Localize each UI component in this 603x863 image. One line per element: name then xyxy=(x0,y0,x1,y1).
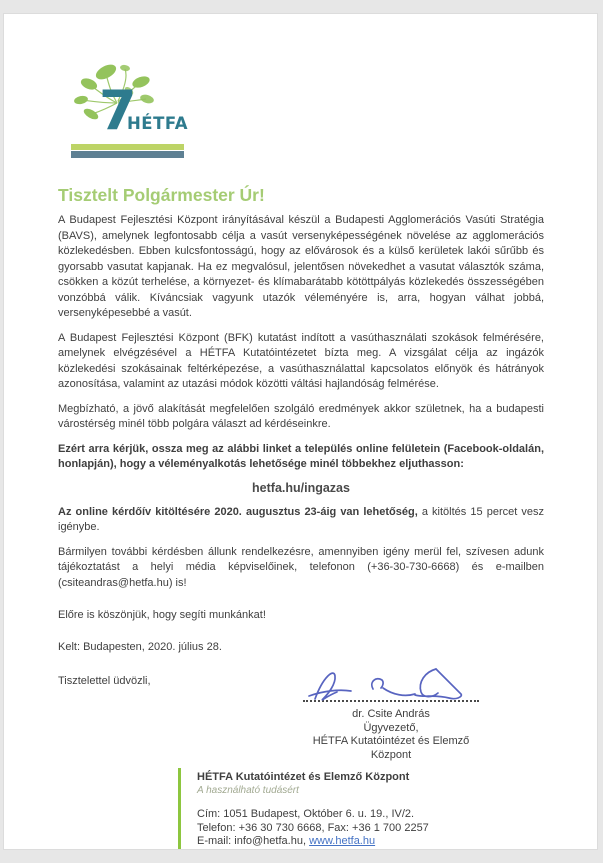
dateline: Kelt: Budapesten, 2020. július 28. xyxy=(58,640,222,653)
signatory-title: Ügyvezető, xyxy=(363,721,419,734)
footer-address-lines xyxy=(197,808,544,849)
deadline-rest-text: a kitöltés 15 percet vesz igénybe. xyxy=(58,505,544,533)
paragraph-deadline xyxy=(58,505,544,536)
hetfa-logo-icon xyxy=(72,61,197,139)
signature-section xyxy=(58,665,544,762)
deadline-bold-text: Az online kérdőív kitöltésére 2020. augusztus 23-áig van lehetőség, xyxy=(58,505,418,518)
logo-bars xyxy=(71,144,184,158)
paragraph-intro: A Budapest Fejlesztési Központ irányításával készül a Budapesti Agglomerációs Vasúti Stratégia (BAVS), amelynek legfontosabb célja a vasút versenyképességének növelése az agglomerációs közlekedésben. Ebben kulcsfontosságú, hogy az elővárosok és a külső kerületek lakói sűrűbb és gyorsabb vasutat kapjanak. Ha ez megvalósul, jelentősen növekedhet a vasutat választók száma, csökken a közút terhelése, a környezet- és klímabarátabb kötöttpályás közlekedés összességében vonzóbbá válik. Kíváncsiak vagyunk utazók véleményére is, arra, hogyan válhat jobbá, versenyképesebbé a vasút. xyxy=(58,214,544,319)
footer-website-link[interactable]: www.hetfa.hu xyxy=(309,835,376,847)
hetfa-logo xyxy=(72,61,272,158)
signatory-name: dr. Csite András xyxy=(352,708,430,720)
logo-numeral: 7 xyxy=(99,79,137,139)
paragraph-share-request: Ezért arra kérjük, ossza meg az alábbi linket a település online felületein (Facebook-oldalán, honlapján), hogy a véleményalkotás lehetősége minél többekhez eljuthasson: xyxy=(58,442,544,470)
letter-salutation: Tisztelt Polgármester Úr! xyxy=(58,185,265,205)
handwritten-signature-icon xyxy=(303,665,479,703)
signature-dotted-line xyxy=(303,700,479,702)
logo-brand-text: HÉTFA xyxy=(127,114,188,133)
footer-email-line xyxy=(197,835,544,849)
signature-block xyxy=(296,665,486,762)
paragraph-research: A Budapest Fejlesztési Központ (BFK) kutatást indított a vasúthasználati szokások felmérésére, amelynek elvégzésével a HÉTFA Kutatóintézetet bízta meg. A vizsgálat célja az ingázók közlekedési szokásainak feltérképezése, a vasúthasználattal kapcsolatos előnyök és hátrányok azonosítása, valamint az utazási módok közötti váltási hajlandóság felmérése. xyxy=(58,331,544,390)
footer-tagline: A használható tudásért xyxy=(197,785,299,796)
paragraph-reliability: Megbízható, a jövő alakítását megfelelően szolgáló eredmények akkor születnek, ha a budapesti várostérség minél több polgára választ ad kérdéseinkre. xyxy=(58,402,544,430)
letter-page xyxy=(3,13,598,850)
signatory-organization: HÉTFA Kutatóintézet és Elemző Központ xyxy=(312,735,470,761)
survey-link-text: hetfa.hu/ingazas xyxy=(252,480,350,495)
footer-phone-fax: Telefon: +36 30 730 6668, Fax: +36 1 700 2257 xyxy=(197,821,429,834)
valediction: Tisztelettel üdvözli, xyxy=(58,675,151,687)
paragraph-contact: Bármilyen további kérdésben állunk rendelkezésre, amennyiben igény merül fel, szívesen adunk tájékoztatást a helyi média képviselőinek, telefonon (+36-30-730-6668) és e-mailben (csiteandras@hetfa.hu) is! xyxy=(58,545,544,589)
paragraph-thanks: Előre is köszönjük, hogy segíti munkánkat! xyxy=(58,609,266,621)
footer-contact-block xyxy=(178,768,544,850)
footer-organization: HÉTFA Kutatóintézet és Elemző Központ xyxy=(197,771,410,783)
logo-bar-green xyxy=(71,144,184,150)
footer-email: E-mail: info@hetfa.hu, xyxy=(197,835,310,847)
footer-address: Cím: 1051 Budapest, Október 6. u. 19., IV/2. xyxy=(197,808,415,820)
logo-bar-blue xyxy=(71,151,184,158)
